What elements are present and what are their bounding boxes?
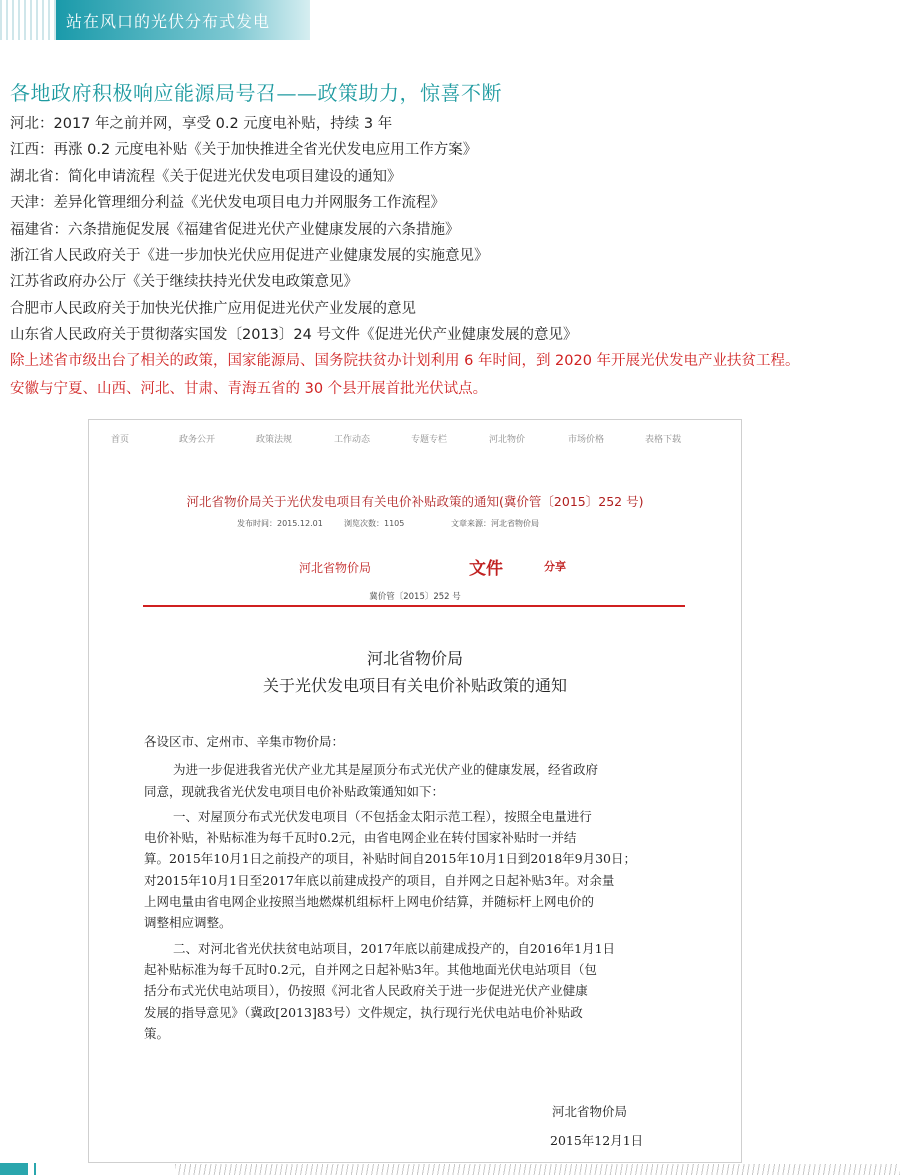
nav-item-gov-affairs[interactable]: 政务公开 — [179, 435, 216, 445]
red-note — [10, 347, 895, 403]
nav-item-market-prices[interactable]: 市场价格 — [568, 435, 605, 445]
publish-time: 发布时间：2015.12.01 — [237, 519, 323, 528]
policy-item: 合肥市人民政府关于加快光伏推广应用促进光伏产业发展的意见 — [10, 300, 416, 317]
notice-screenshot — [88, 419, 742, 1163]
header-band — [0, 0, 310, 40]
body-line: 二、对河北省光伏扶贫电站项目，2017年底以前建成投产的，自2016年1月1日 — [173, 940, 616, 956]
body-line: 算。2015年10月1日之前投产的项目，补贴时间自2015年10月1日到2018年9月30日； — [144, 851, 637, 867]
nav-item-work-news[interactable]: 工作动态 — [334, 435, 371, 445]
body-line: 调整相应调整。 — [144, 915, 232, 931]
red-note-line: 安徽与宁夏、山西、河北、甘肃、青海五省的 30 个县开展首批光伏试点。 — [10, 381, 488, 397]
headline: 各地政府积极响应能源局号召——政策助力，惊喜不断 — [10, 81, 502, 105]
document-org-header: 河北省物价局 — [299, 561, 372, 575]
footer-accent — [0, 1163, 28, 1175]
document-number: 冀价管〔2015〕252 号 — [369, 592, 461, 602]
nav-item-home[interactable]: 首页 — [111, 435, 130, 445]
document-issuer: 河北省物价局 — [366, 649, 463, 668]
body-line: 对2015年10月1日至2017年底以前建成投产的项目，自并网之日起补贴3年。对余量 — [144, 872, 615, 888]
nav-item-hebei-prices[interactable]: 河北物价 — [489, 435, 526, 445]
footer-stripes — [175, 1164, 900, 1175]
share-link[interactable]: 分享 — [544, 560, 566, 573]
policy-item: 天津：差异化管理细分利益《光伏发电项目电力并网服务工作流程》 — [10, 195, 445, 212]
policy-item: 福建省：六条措施促发展《福建省促进光伏产业健康发展的六条措施》 — [10, 221, 460, 238]
nav-item-form-download[interactable]: 表格下载 — [645, 435, 682, 445]
article-source: 文章来源：河北省物价局 — [451, 519, 539, 528]
body-line: 起补贴标准为每千瓦时0.2元，自并网之日起补贴3年。其他地面光伏电站项目（包 — [144, 961, 597, 977]
header-title: 站在风口的光伏分布式发电 — [66, 12, 271, 31]
nav-item-special-topics[interactable]: 专题专栏 — [411, 435, 448, 445]
body-line: 电价补贴，补贴标准为每千瓦时0.2元，由省电网企业在转付国家补贴时一并结 — [144, 830, 577, 846]
policy-item: 河北：2017 年之前并网，享受 0.2 元度电补贴，持续 3 年 — [10, 116, 393, 132]
policy-item: 湖北省：简化申请流程《关于促进光伏发电项目建设的通知》 — [10, 168, 402, 185]
body-line: 策。 — [144, 1025, 170, 1041]
red-note-line: 除上述省市级出台了相关的政策，国家能源局、国务院扶贫办计划利用 6 年时间，到 2020 年开展光伏发电产业扶贫工程。 — [10, 353, 800, 369]
document-word: 文件 — [469, 559, 503, 579]
body-line: 为进一步促进我省光伏产业尤其是屋顶分布式光伏产业的健康发展，经省政府 — [173, 762, 599, 778]
document-body — [144, 731, 692, 1044]
policy-item: 山东省人民政府关于贯彻落实国发〔2013〕24 号文件《促进光伏产业健康发展的意见》 — [10, 327, 578, 344]
footer-tick — [34, 1163, 36, 1175]
policy-item: 浙江省人民政府关于《进一步加快光伏应用促进产业健康发展的实施意见》 — [10, 247, 489, 264]
header-stripes — [0, 0, 60, 40]
view-count: 浏览次数：1105 — [344, 519, 405, 528]
body-line: 发展的指导意见》（冀政[2013]83号）文件规定，执行现行光伏电站电价补贴政 — [144, 1004, 583, 1020]
notice-title: 河北省物价局关于光伏发电项目有关电价补贴政策的通知(冀价管〔2015〕252 号) — [186, 494, 644, 509]
body-line: 括分布式光伏电站项目），仍按照《河北省人民政府关于进一步促进光伏产业健康 — [144, 983, 588, 999]
signature-date: 2015年12月1日 — [550, 1133, 644, 1148]
policy-item: 江苏省政府办公厅《关于继续扶持光伏发电政策意见》 — [10, 274, 358, 291]
body-line: 各设区市、定州市、辛集市物价局： — [144, 734, 345, 749]
policy-item: 江西：再涨 0.2 元度电补贴《关于加快推进全省光伏发电应用工作方案》 — [10, 142, 478, 159]
site-nav — [89, 420, 741, 454]
nav-item-regulations[interactable]: 政策法规 — [256, 435, 293, 445]
signature-org: 河北省物价局 — [552, 1104, 628, 1119]
body-line: 同意，现就我省光伏发电项目电价补贴政策通知如下： — [144, 783, 445, 799]
red-divider — [143, 605, 685, 607]
policy-list — [10, 111, 895, 349]
body-line: 上网电量由省电网企业按照当地燃煤机组标杆上网电价结算，并随标杆上网电价的 — [144, 894, 595, 910]
document-subject: 关于光伏发电项目有关电价补贴政策的通知 — [262, 676, 567, 695]
body-line: 一、对屋顶分布式光伏发电项目（不包括金太阳示范工程），按照全电量进行 — [173, 808, 592, 824]
